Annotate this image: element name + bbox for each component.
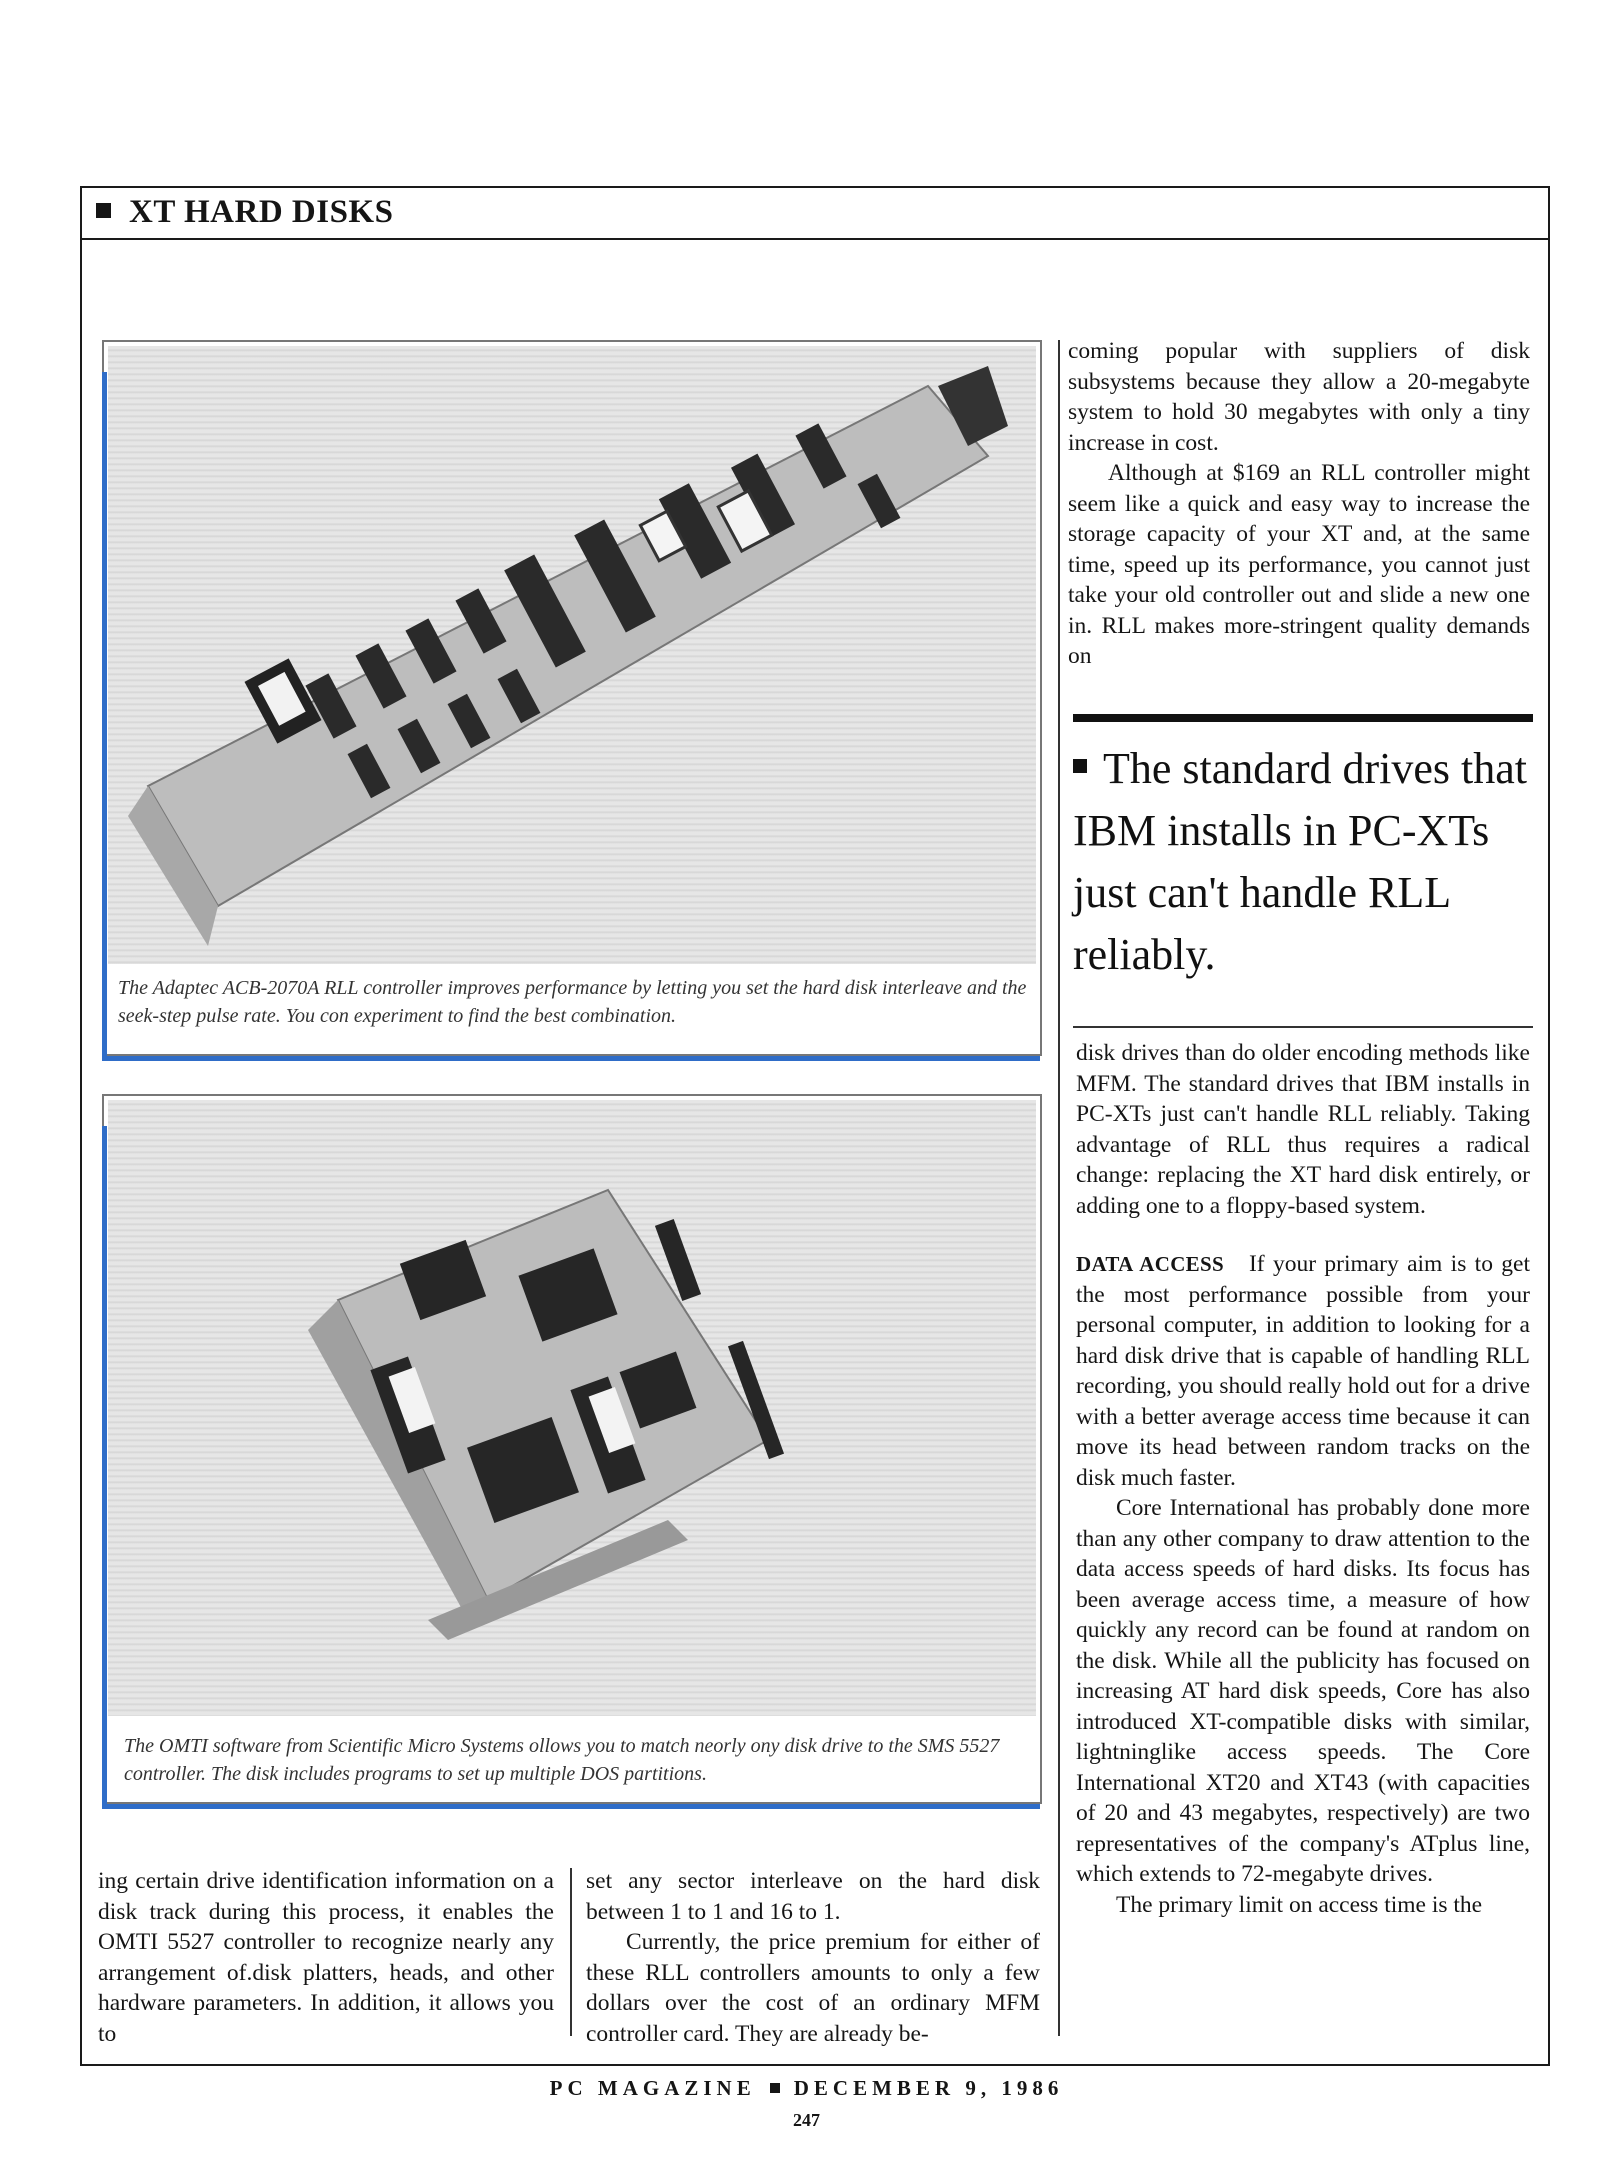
circuit-board-illustration xyxy=(108,346,1036,964)
paragraph-right-top-2: Although at $169 an RLL controller might seem like a quick and easy way to increase the storage capacity of your XT and, at the same time, speed up its performance, you cannot just take your old controller out and slide a new one in. RLL makes more-stringent quality demands on xyxy=(1068,460,1530,669)
paragraph-right-mid-2: If your primary aim is to get the most performance possible from your personal computer, in addition to looking for a hard disk drive that is capable of handling RLL recording, you should really hold out for a drive with a better average access time because it can move its head between random tracks on the disk much faster. xyxy=(1076,1251,1531,1491)
figure-adaptec-caption: The Adaptec ACB-2070A RLL controller improves performance by letting you set the hard disk interleave and the seek-step pulse rate. You con experiment to find the best combination. xyxy=(118,977,1027,1027)
square-bullet-icon xyxy=(1073,759,1087,773)
figure-sms xyxy=(102,1094,1042,1804)
subhead-data-access: DATA ACCESS xyxy=(1076,1252,1224,1276)
pullquote-text: The standard drives that IBM installs in PC-XTs just can't handle RLL reliably. xyxy=(1073,744,1527,979)
paragraph-right-mid-3: Core International has probably done more than any other company to draw attention to the data access speeds of hard disks. Its focus has been average access time, a measure of how quickly any record can be found at random on the disk. While all the publicity has focused on increasing AT hard disk speeds, Core has also introduced XT-compatible disks with similar, lightninglike access speeds. The Core International XT20 and XT43 (with capacities of 20 and 43 megabytes, respectively) are two representatives of the company's ATplus line, which extends to 72-megabyte drives. xyxy=(1076,1495,1530,1887)
page-number: 247 xyxy=(793,2110,820,2130)
footer-date: DECEMBER 9, 1986 xyxy=(793,2076,1064,2100)
square-bullet-icon xyxy=(96,203,111,218)
pullquote-rule-top xyxy=(1073,714,1533,722)
paragraph-left-bottom: ing certain drive identification information on a disk track during this process, it enables the OMTI 5527 controller to recognize nearly any arrangement of.disk platters, heads, and other hardware parameters. In addition, it allows you to xyxy=(98,1868,554,2047)
column-rule-2 xyxy=(1058,340,1060,2036)
paragraph-right-mid-1: disk drives than do older encoding methods like MFM. The standard drives that IBM installs in PC-XTs just can't handle RLL reliably. Taking advantage of RLL thus requires a radical change: replacing the XT hard disk entirely, or adding one to a floppy-based system. xyxy=(1076,1040,1530,1219)
figure-sms-caption: The OMTI software from Scientific Micro Systems ollows you to match neorly ony disk drive to the SMS 5527 controller. The disk includes programs to set up multiple DOS partitions. xyxy=(124,1735,1000,1785)
footer-magazine: PC MAGAZINE xyxy=(549,2076,756,2100)
section-title xyxy=(96,190,393,234)
pullquote-rule-bottom xyxy=(1073,1026,1533,1028)
paragraph-mid-bottom-2: Currently, the price premium for either of these RLL controllers amounts to only a few dollars over the cost of an ordinary MFM controller card. They are already be- xyxy=(586,1929,1040,2047)
circuit-board-illustration-2 xyxy=(108,1100,1036,1716)
square-bullet-icon xyxy=(770,2083,780,2093)
column-middle-bottom xyxy=(586,1866,1040,2049)
photo-adaptec-controller xyxy=(108,346,1036,964)
pullquote xyxy=(1073,738,1543,986)
photo-sms-controller xyxy=(108,1100,1036,1716)
paragraph-right-top-1: coming popular with suppliers of disk subsystems because they allow a 20-megabyte system to hold 30 megabytes with only a tiny increase in cost. xyxy=(1068,338,1530,456)
column-rule-1 xyxy=(570,1868,572,2036)
figure-adaptec xyxy=(102,340,1042,1056)
column-left-bottom xyxy=(98,1866,554,2049)
section-title-text: XT HARD DISKS xyxy=(129,194,394,230)
paragraph-right-mid-4: The primary limit on access time is the xyxy=(1116,1891,1483,1918)
page-footer xyxy=(0,2076,1613,2101)
column-right-top xyxy=(1068,336,1530,672)
column-right-bottom xyxy=(1076,1038,1530,1920)
paragraph-mid-bottom-1: set any sector interleave on the hard disk between 1 to 1 and 16 to 1. xyxy=(586,1868,1040,1925)
